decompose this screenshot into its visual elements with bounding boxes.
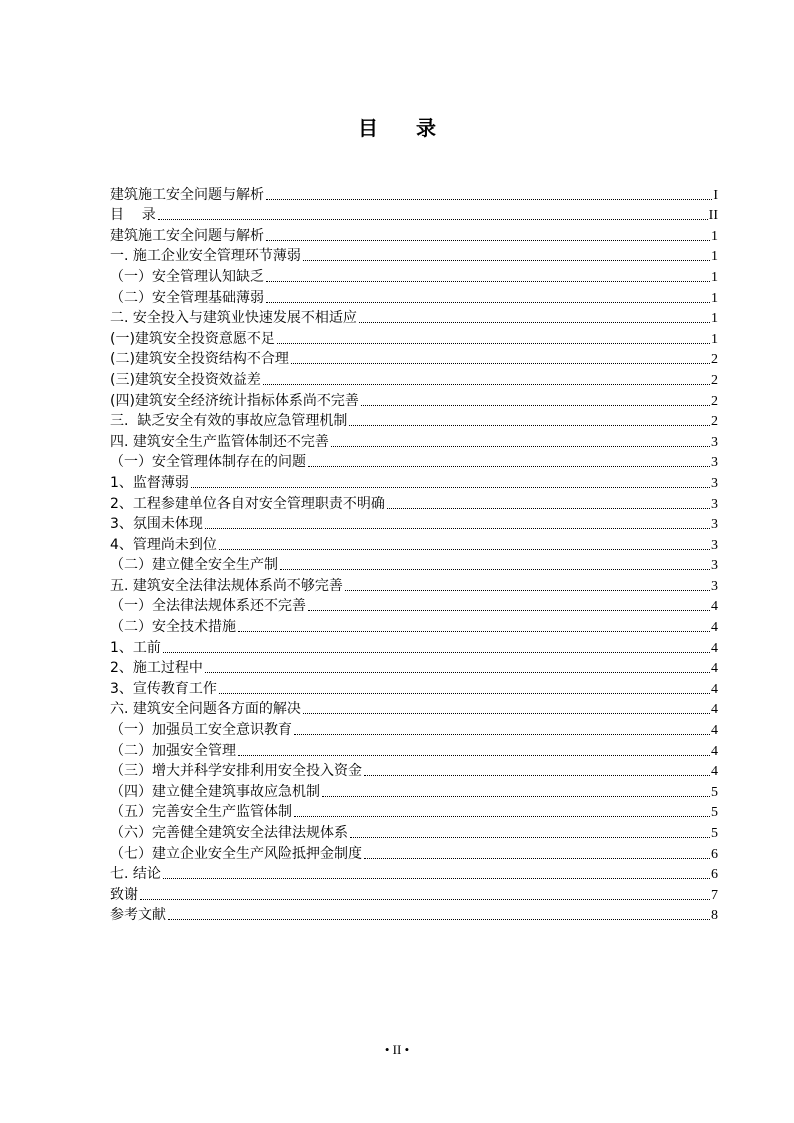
- toc-entry-label: 目 录: [110, 207, 156, 224]
- toc-entry-label: 1、工前: [110, 639, 161, 656]
- toc-dot-leader: [350, 836, 710, 838]
- toc-entry[interactable]: [110, 821, 718, 842]
- toc-entry[interactable]: [110, 471, 718, 492]
- toc-entry-page-number: 4: [711, 764, 718, 780]
- toc-dot-leader: [349, 424, 710, 426]
- toc-dot-leader: [266, 280, 710, 282]
- toc-entry-page-number: 3: [711, 455, 718, 471]
- toc-dot-leader: [387, 507, 710, 509]
- toc-entry-page-number: 3: [711, 517, 718, 533]
- toc-dot-leader: [163, 651, 710, 653]
- toc-entry-label: 六. 建筑安全问题各方面的解决: [110, 701, 301, 718]
- toc-entry[interactable]: [110, 451, 718, 472]
- toc-entry-page-number: 2: [711, 372, 718, 388]
- toc-dot-leader: [219, 692, 710, 694]
- page-number-footer: • II •: [384, 1042, 410, 1057]
- toc-entry-page-number: 5: [711, 784, 718, 800]
- toc-entry-label: 参考文献: [110, 907, 166, 924]
- toc-dot-leader: [266, 198, 712, 200]
- toc-dot-leader: [168, 918, 710, 920]
- toc-entry-label: 建筑施工安全问题与解析: [110, 227, 264, 244]
- title-char-2: 录: [416, 116, 436, 140]
- toc-entry-page-number: 4: [711, 599, 718, 615]
- toc-entry-page-number: 4: [711, 723, 718, 739]
- toc-dot-leader: [322, 795, 710, 797]
- title-char-1: 目: [358, 116, 378, 140]
- toc-dot-leader: [219, 548, 710, 550]
- toc-entry[interactable]: [110, 348, 718, 369]
- toc-entry[interactable]: [110, 307, 718, 328]
- toc-entry-label: （一）安全管理认知缺乏: [110, 268, 264, 285]
- toc-entry[interactable]: [110, 265, 718, 286]
- toc-entry-page-number: 1: [711, 290, 718, 306]
- toc-entry-page-number: 2: [711, 352, 718, 368]
- toc-dot-leader: [266, 301, 710, 303]
- toc-entry-label: （五）完善安全生产监管体制: [110, 804, 292, 821]
- toc-entry[interactable]: [110, 327, 718, 348]
- toc-entry-label: （二）安全管理基础薄弱: [110, 289, 264, 306]
- table-of-contents: [110, 183, 718, 924]
- toc-dot-leader: [291, 362, 710, 364]
- toc-entry[interactable]: [110, 224, 718, 245]
- toc-entry[interactable]: [110, 842, 718, 863]
- toc-entry-page-number: 3: [711, 578, 718, 594]
- toc-entry[interactable]: [110, 677, 718, 698]
- toc-entry-page-number: 4: [711, 620, 718, 636]
- toc-entry[interactable]: [110, 533, 718, 554]
- toc-entry-page-number: I: [713, 187, 718, 203]
- toc-entry-page-number: 4: [711, 681, 718, 697]
- toc-entry-label: 3、宣传教育工作: [110, 680, 217, 697]
- toc-entry-label: （二）建立健全安全生产制: [110, 557, 278, 574]
- toc-entry-label: 2、工程参建单位各自对安全管理职责不明确: [110, 495, 385, 512]
- toc-entry-page-number: 1: [711, 311, 718, 327]
- toc-entry-page-number: 5: [711, 826, 718, 841]
- toc-dot-leader: [331, 445, 710, 447]
- toc-entry-page-number: 2: [711, 393, 718, 409]
- toc-entry-page-number: 1: [711, 269, 718, 285]
- toc-dot-leader: [205, 671, 710, 673]
- toc-entry[interactable]: [110, 204, 718, 225]
- toc-entry[interactable]: [110, 368, 718, 389]
- toc-entry[interactable]: [110, 657, 718, 678]
- toc-entry-page-number: 1: [711, 249, 718, 265]
- toc-entry[interactable]: [110, 286, 718, 307]
- toc-entry[interactable]: [110, 739, 718, 760]
- toc-entry-page-number: 5: [711, 805, 718, 821]
- page-title: [0, 112, 794, 141]
- toc-entry-page-number: 6: [711, 846, 718, 862]
- toc-entry-label: （一）全法律法规体系还不完善: [110, 598, 306, 615]
- toc-dot-leader: [140, 898, 710, 900]
- toc-entry-label: (一)建筑安全投资意愿不足: [110, 330, 275, 347]
- toc-entry-label: （三）增大并科学安排利用安全投入资金: [110, 763, 362, 780]
- toc-dot-leader: [308, 465, 710, 467]
- toc-entry-label: 三. 缺乏安全有效的事故应急管理机制: [110, 413, 348, 430]
- toc-entry-label: （一）加强员工安全意识教育: [110, 722, 292, 739]
- toc-dot-leader: [345, 589, 710, 591]
- toc-entry-page-number: 3: [711, 496, 718, 512]
- toc-dot-leader: [158, 218, 708, 220]
- toc-entry[interactable]: [110, 615, 718, 636]
- toc-entry[interactable]: [110, 698, 718, 719]
- toc-entry-label: （一）安全管理体制存在的问题: [110, 454, 306, 471]
- toc-dot-leader: [280, 568, 710, 570]
- toc-entry[interactable]: [110, 389, 718, 410]
- toc-entry[interactable]: [110, 430, 718, 451]
- toc-entry-page-number: 4: [711, 743, 718, 759]
- toc-entry-label: 二. 安全投入与建筑业快速发展不相适应: [110, 310, 357, 327]
- toc-dot-leader: [294, 733, 710, 735]
- toc-entry-page-number: 3: [711, 475, 718, 491]
- toc-entry-label: 1、监督薄弱: [110, 474, 189, 491]
- toc-entry[interactable]: [110, 636, 718, 657]
- toc-dot-leader: [364, 857, 710, 859]
- toc-dot-leader: [238, 754, 710, 756]
- toc-entry-page-number: 3: [711, 537, 718, 553]
- toc-dot-leader: [163, 877, 710, 879]
- toc-entry[interactable]: [110, 183, 718, 204]
- toc-dot-leader: [303, 712, 710, 714]
- toc-entry-label: 五. 建筑安全法律法规体系尚不够完善: [110, 577, 343, 594]
- toc-entry-page-number: 1: [711, 331, 718, 347]
- toc-dot-leader: [238, 630, 710, 632]
- toc-dot-leader: [266, 239, 710, 241]
- toc-entry-page-number: 2: [711, 414, 718, 430]
- toc-entry-page-number: 1: [711, 228, 718, 244]
- toc-entry-page-number: 4: [711, 702, 718, 718]
- toc-entry-label: （六）完善健全建筑安全法律法规体系: [110, 825, 348, 841]
- toc-dot-leader: [364, 774, 710, 776]
- toc-entry[interactable]: [110, 410, 718, 431]
- toc-entry-label: 致谢: [110, 886, 138, 903]
- toc-dot-leader: [191, 486, 710, 488]
- toc-dot-leader: [361, 404, 710, 406]
- toc-entry[interactable]: [110, 780, 718, 801]
- toc-entry-label: 建筑施工安全问题与解析: [110, 186, 264, 203]
- toc-dot-leader: [294, 815, 710, 817]
- toc-entry[interactable]: [110, 492, 718, 513]
- toc-entry[interactable]: [110, 904, 718, 925]
- toc-entry-label: （二）安全技术措施: [110, 619, 236, 636]
- toc-entry-label: 2、施工过程中: [110, 660, 203, 677]
- toc-entry[interactable]: [110, 801, 718, 822]
- toc-entry[interactable]: [110, 718, 718, 739]
- toc-entry-label: 四. 建筑安全生产监管体制还不完善: [110, 433, 329, 450]
- toc-entry[interactable]: [110, 245, 718, 266]
- toc-entry-label: （四）建立健全建筑事故应急机制: [110, 783, 320, 800]
- toc-entry[interactable]: [110, 513, 718, 534]
- toc-entry-page-number: II: [708, 208, 718, 224]
- toc-dot-leader: [205, 527, 710, 529]
- toc-dot-leader: [277, 342, 710, 344]
- toc-entry[interactable]: [110, 760, 718, 781]
- toc-dot-leader: [359, 321, 710, 323]
- toc-entry-page-number: 4: [711, 640, 718, 656]
- toc-entry-page-number: 8: [711, 908, 718, 924]
- toc-entry-page-number: 4: [711, 661, 718, 677]
- toc-entry-label: （七）建立企业安全生产风险抵押金制度: [110, 845, 362, 862]
- toc-entry-label: (二)建筑安全投资结构不合理: [110, 351, 289, 368]
- toc-entry-page-number: 3: [711, 434, 718, 450]
- toc-dot-leader: [308, 609, 710, 611]
- toc-entry[interactable]: [110, 554, 718, 575]
- toc-entry-label: (四)建筑安全经济统计指标体系尚不完善: [110, 392, 359, 409]
- toc-entry-page-number: 7: [711, 887, 718, 903]
- toc-dot-leader: [303, 259, 710, 261]
- toc-entry[interactable]: [110, 574, 718, 595]
- toc-entry[interactable]: [110, 595, 718, 616]
- toc-entry[interactable]: [110, 883, 718, 904]
- toc-entry-label: 4、管理尚未到位: [110, 536, 217, 553]
- toc-entry-label: 七. 结论: [110, 866, 161, 883]
- toc-entry-label: （二）加强安全管理: [110, 742, 236, 759]
- toc-entry[interactable]: [110, 863, 718, 884]
- toc-entry-label: (三)建筑安全投资效益差: [110, 371, 261, 388]
- toc-entry-page-number: 3: [711, 558, 718, 574]
- toc-entry-label: 3、氛围未体现: [110, 516, 203, 533]
- toc-entry-label: 一. 施工企业安全管理环节薄弱: [110, 248, 301, 265]
- toc-dot-leader: [263, 383, 710, 385]
- toc-entry-page-number: 6: [711, 867, 718, 883]
